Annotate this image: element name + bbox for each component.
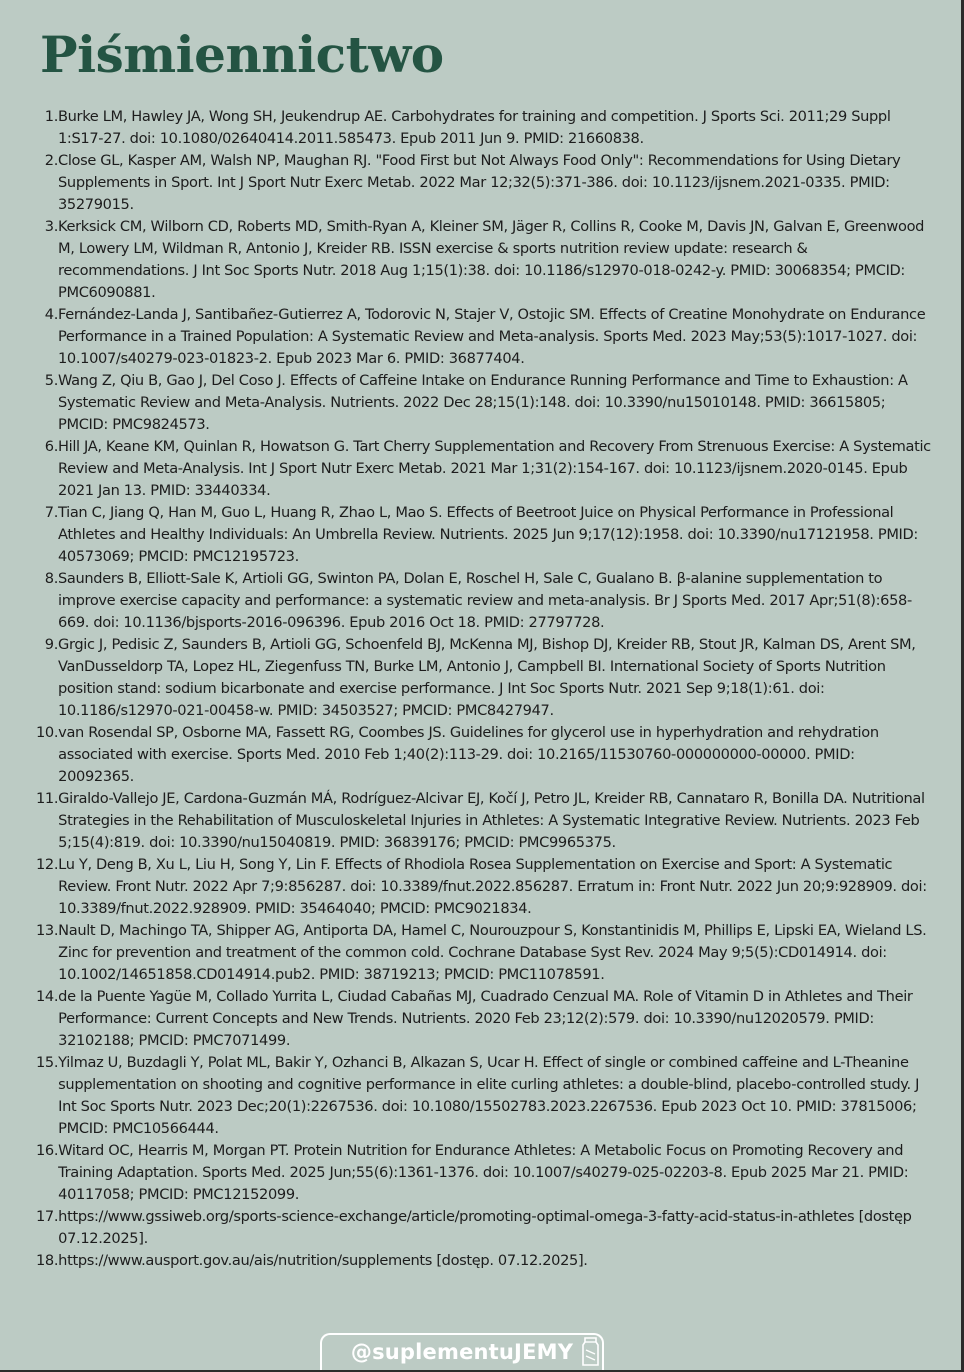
reference-item	[36, 216, 932, 304]
reference-item	[36, 1206, 932, 1250]
reference-number: 10.	[36, 724, 59, 741]
reference-number: 7.	[44, 504, 58, 521]
reference-number: 14.	[36, 988, 59, 1005]
reference-item	[36, 370, 932, 436]
page-title: Piśmiennictwo	[40, 25, 444, 84]
reference-text: Witard OC, Hearris M, Morgan PT. Protein Nutrition for Endurance Athletes: A Metabolic Focus on Promoting Recovery and Training Adaptation. Sports Med. 2025 Jun;55(6):1361-1376. doi: 10.1007/s40279-025-02203-8. Epub 2025 Mar 21. PMID: 40117058; PMCID: PMC12152099.	[58, 1142, 909, 1203]
reference-text: Close GL, Kasper AM, Walsh NP, Maughan RJ. "Food First but Not Always Food Only": Recommendations for Using Dietary Supplements in Sport. Int J Sport Nutr Exerc Metab. 2022 Mar 12;32(5):371-386. doi: 10.1123/ijsnem.2021-0335. PMID: 35279015.	[58, 152, 901, 213]
reference-text: Hill JA, Keane KM, Quinlan R, Howatson G. Tart Cherry Supplementation and Recovery From Strenuous Exercise: A Systematic Review and Meta-Analysis. Int J Sport Nutr Exerc Metab. 2021 Mar 1;31(2):154-167. doi: 10.1123/ijsnem.2020-0145. Epub 2021 Jan 13. PMID: 33440334.	[58, 438, 931, 499]
reference-number: 15.	[36, 1054, 59, 1071]
reference-number: 1.	[44, 108, 58, 125]
reference-number: 6.	[44, 438, 58, 455]
reference-text: https://www.ausport.gov.au/ais/nutrition/supplements [dostęp. 07.12.2025].	[58, 1252, 588, 1269]
reference-number: 8.	[44, 570, 58, 587]
supplement-bottle-icon	[582, 1336, 600, 1366]
reference-item	[36, 1140, 932, 1206]
reference-number: 9.	[44, 636, 58, 653]
reference-item	[36, 106, 932, 150]
reference-text: Wang Z, Qiu B, Gao J, Del Coso J. Effects of Caffeine Intake on Endurance Running Performance and Time to Exhaustion: A Systematic Review and Meta-Analysis. Nutrients. 2022 Dec 28;15(1):148. doi: 10.3390/nu15010148. PMID: 36615805; PMCID: PMC9824573.	[58, 372, 908, 433]
reference-item	[36, 502, 932, 568]
reference-text: Giraldo-Vallejo JE, Cardona-Guzmán MÁ, Rodríguez-Alcivar EJ, Kočí J, Petro JL, Kreider RB, Cannataro R, Bonilla DA. Nutritional Strategies in the Rehabilitation of Musculoskeletal Injuries in Athletes: A Systematic Integrative Review. Nutrients. 2023 Feb 5;15(4):819. doi: 10.3390/nu15040819. PMID: 36839176; PMCID: PMC9965375.	[58, 790, 925, 851]
reference-number: 12.	[36, 856, 59, 873]
reference-number: 3.	[44, 218, 58, 235]
reference-number: 16.	[36, 1142, 59, 1159]
reference-item	[36, 634, 932, 722]
reference-item	[36, 920, 932, 986]
brand-name: @suplementuJEMY	[350, 1340, 574, 1364]
reference-item	[36, 568, 932, 634]
reference-item	[36, 854, 932, 920]
reference-number: 17.	[36, 1208, 59, 1225]
reference-text: Burke LM, Hawley JA, Wong SH, Jeukendrup AE. Carbohydrates for training and competition. J Sports Sci. 2011;29 Suppl 1:S17-27. doi: 10.1080/02640414.2011.585473. Epub 2011 Jun 9. PMID: 21660838.	[58, 108, 891, 147]
reference-number: 11.	[36, 790, 59, 807]
reference-number: 18.	[36, 1252, 59, 1269]
brand-tag	[320, 1333, 604, 1370]
reference-text: Grgic J, Pedisic Z, Saunders B, Artioli GG, Schoenfeld BJ, McKenna MJ, Bishop DJ, Kreider RB, Stout JR, Kalman DS, Arent SM, VanDusseldorp TA, Lopez HL, Ziegenfuss TN, Burke LM, Antonio J, Campbell BI. International Society of Sports Nutrition position stand: sodium bicarbonate and exercise performance. J Int Soc Sports Nutr. 2021 Sep 9;18(1):61. doi: 10.1186/s12970-021-00458-w. PMID: 34503527; PMCID: PMC8427947.	[58, 636, 916, 719]
reference-text: Fernández-Landa J, Santibañez-Gutierrez A, Todorovic N, Stajer V, Ostojic SM. Effects of Creatine Monohydrate on Endurance Performance in a Trained Population: A Systematic Review and Meta-analysis. Sports Med. 2023 May;53(5):1017-1027. doi: 10.1007/s40279-023-01823-2. Epub 2023 Mar 6. PMID: 36877404.	[58, 306, 926, 367]
reference-text: van Rosendal SP, Osborne MA, Fassett RG, Coombes JS. Guidelines for glycerol use in hyperhydration and rehydration associated with exercise. Sports Med. 2010 Feb 1;40(2):113-29. doi: 10.2165/11530760-000000000-00000. PMID: 20092365.	[58, 724, 879, 785]
reference-text: Lu Y, Deng B, Xu L, Liu H, Song Y, Lin F. Effects of Rhodiola Rosea Supplementation on Exercise and Sport: A Systematic Review. Front Nutr. 2022 Apr 7;9:856287. doi: 10.3389/fnut.2022.856287. Erratum in: Front Nutr. 2022 Jun 20;9:928909. doi: 10.3389/fnut.2022.928909. PMID: 35464040; PMCID: PMC9021834.	[58, 856, 927, 917]
reference-number: 13.	[36, 922, 59, 939]
reference-text: Saunders B, Elliott-Sale K, Artioli GG, Swinton PA, Dolan E, Roschel H, Sale C, Gualano B. β-alanine supplementation to improve exercise capacity and performance: a systematic review and meta-analysis. Br J Sports Med. 2017 Apr;51(8):658-669. doi: 10.1136/bjsports-2016-096396. Epub 2016 Oct 18. PMID: 27797728.	[58, 570, 912, 631]
reference-item	[36, 150, 932, 216]
reference-number: 5.	[44, 372, 58, 389]
reference-text: Nault D, Machingo TA, Shipper AG, Antiporta DA, Hamel C, Nourouzpour S, Konstantinidis M, Phillips E, Lipski EA, Wieland LS. Zinc for prevention and treatment of the common cold. Cochrane Database Syst Rev. 2024 May 9;5(5):CD014914. doi: 10.1002/14651858.CD014914.pub2. PMID: 38719213; PMCID: PMC11078591.	[58, 922, 927, 983]
reference-item	[36, 1250, 932, 1272]
reference-list	[36, 106, 932, 1272]
reference-number: 4.	[44, 306, 58, 323]
reference-item	[36, 304, 932, 370]
reference-item	[36, 788, 932, 854]
reference-item	[36, 436, 932, 502]
reference-text: Yilmaz U, Buzdagli Y, Polat ML, Bakir Y, Ozhanci B, Alkazan S, Ucar H. Effect of single or combined caffeine and L-Theanine supplementation on shooting and cognitive performance in elite curling athletes: a double-blind, placebo-controlled study. J Int Soc Sports Nutr. 2023 Dec;20(1):2267536. doi: 10.1080/15502783.2023.2267536. Epub 2023 Oct 10. PMID: 37815006; PMCID: PMC10566444.	[58, 1054, 920, 1137]
reference-item	[36, 1052, 932, 1140]
reference-item	[36, 986, 932, 1052]
reference-text: Tian C, Jiang Q, Han M, Guo L, Huang R, Zhao L, Mao S. Effects of Beetroot Juice on Physical Performance in Professional Athletes and Healthy Individuals: An Umbrella Review. Nutrients. 2025 Jun 9;17(12):1958. doi: 10.3390/nu17121958. PMID: 40573069; PMCID: PMC12195723.	[58, 504, 918, 565]
reference-text: de la Puente Yagüe M, Collado Yurrita L, Ciudad Cabañas MJ, Cuadrado Cenzual MA. Role of Vitamin D in Athletes and Their Performance: Current Concepts and New Trends. Nutrients. 2020 Feb 23;12(2):579. doi: 10.3390/nu12020579. PMID: 32102188; PMCID: PMC7071499.	[58, 988, 913, 1049]
reference-number: 2.	[44, 152, 58, 169]
reference-text: https://www.gssiweb.org/sports-science-exchange/article/promoting-optimal-omega-3-fatty-acid-status-in-athletes [dostęp 07.12.2025].	[58, 1208, 912, 1247]
reference-text: Kerksick CM, Wilborn CD, Roberts MD, Smith-Ryan A, Kleiner SM, Jäger R, Collins R, Cooke M, Davis JN, Galvan E, Greenwood M, Lowery LM, Wildman R, Antonio J, Kreider RB. ISSN exercise & sports nutrition review update: research & recommendations. J Int Soc Sports Nutr. 2018 Aug 1;15(1):38. doi: 10.1186/s12970-018-0242-y. PMID: 30068354; PMCID: PMC6090881.	[58, 218, 925, 301]
reference-item	[36, 722, 932, 788]
